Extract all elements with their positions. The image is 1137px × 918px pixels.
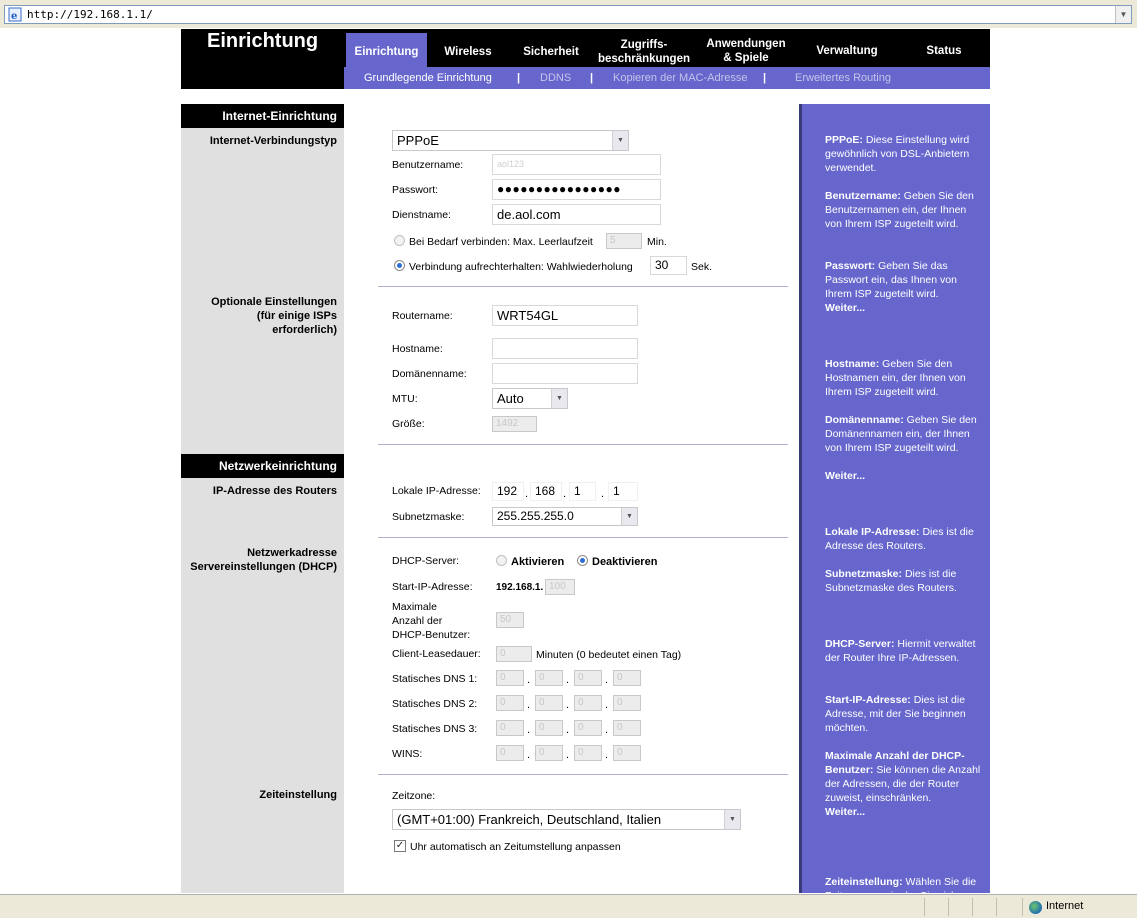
subnet-mask-label: Subnetzmaske: xyxy=(392,511,465,523)
local-ip-label: Lokale IP-Adresse: xyxy=(392,485,481,497)
tab-status[interactable]: Status xyxy=(926,45,962,57)
tab-sicherheit[interactable]: Sicherheit xyxy=(523,46,579,58)
ip-dot: . xyxy=(566,674,570,686)
help-username-text: Geben Sie den Benutzernamen ein, der Ihnen von Ihrem ISP zugeteilt wird. xyxy=(825,190,974,230)
max-dhcp-users-input[interactable]: 50 xyxy=(496,612,524,628)
help-time-text: Wählen Sie die xyxy=(905,876,977,888)
wins-octet[interactable]: 0 xyxy=(496,745,524,761)
divider xyxy=(378,444,788,445)
help-time-title: Zeiteinstellung: xyxy=(825,876,903,888)
url-text: http://192.168.1.1/ xyxy=(27,8,153,21)
password-input[interactable]: ●●●●●●●●●●●●●●●● xyxy=(492,179,661,200)
divider xyxy=(378,537,788,538)
status-divider xyxy=(924,898,925,916)
help-max-users-text: Sie können die Anzahl der Adressen, die der Router zuweist, einschränken. xyxy=(825,764,981,804)
help-dhcp-title: DHCP-Server: xyxy=(825,638,895,650)
dns3-octet[interactable]: 0 xyxy=(574,720,602,736)
ip-dot: . xyxy=(527,749,531,761)
dns1-octet[interactable]: 0 xyxy=(613,670,641,686)
help-more-link[interactable]: Weiter... xyxy=(825,470,866,482)
help-pppoe-title: PPPoE: xyxy=(825,134,863,146)
help-username-title: Benutzername: xyxy=(825,190,901,202)
dns1-octet[interactable]: 0 xyxy=(574,670,602,686)
local-ip-octet-4[interactable]: 1 xyxy=(608,482,638,501)
help-start-ip xyxy=(825,693,985,735)
address-field[interactable] xyxy=(4,5,1132,24)
tab-anwendungen-spiele[interactable]: Anwendungen & Spiele xyxy=(706,38,786,64)
help-start-ip-title: Start-IP-Adresse: xyxy=(825,694,911,706)
radio-keep-alive[interactable] xyxy=(394,260,405,271)
help-local-ip xyxy=(825,525,985,553)
status-divider xyxy=(972,898,973,916)
local-ip-octet-3[interactable]: 1 xyxy=(569,482,596,501)
dhcp-server-label: DHCP-Server: xyxy=(392,555,460,567)
dns3-label: Statisches DNS 3: xyxy=(392,723,478,735)
ip-dot: . xyxy=(566,724,570,736)
dhcp-enable-label: Aktivieren xyxy=(511,556,565,568)
help-max-users-title: Maximale Anzahl der DHCP-Benutzer: xyxy=(825,750,965,776)
ip-dot: . xyxy=(525,488,529,500)
password-label: Passwort: xyxy=(392,184,439,196)
help-hostname-title: Hostname: xyxy=(825,358,880,370)
ip-dot: . xyxy=(527,699,531,711)
chevron-down-icon: ▼ xyxy=(551,389,567,408)
wins-octet[interactable]: 0 xyxy=(535,745,563,761)
ip-dot: . xyxy=(527,674,531,686)
dns3-octet[interactable]: 0 xyxy=(535,720,563,736)
lease-time-unit: Minuten (0 bedeutet einen Tag) xyxy=(536,649,682,661)
subtab-separator: | xyxy=(763,72,767,84)
hostname-label: Hostname: xyxy=(392,343,443,355)
ip-dot: . xyxy=(605,724,609,736)
timezone-label: Zeitzone: xyxy=(392,790,436,802)
ip-dot: . xyxy=(605,699,609,711)
subtab-separator: | xyxy=(590,72,594,84)
page-title: Einrichtung xyxy=(207,30,319,52)
start-ip-label: Start-IP-Adresse: xyxy=(392,581,473,593)
address-bar-area xyxy=(0,0,1137,28)
address-dropdown-icon[interactable]: ▼ xyxy=(1115,6,1131,23)
connection-type-select[interactable] xyxy=(392,130,629,151)
status-divider xyxy=(1022,898,1023,916)
ip-dot: . xyxy=(527,724,531,736)
help-domain-title: Domänenname: xyxy=(825,414,904,426)
status-divider xyxy=(996,898,997,916)
local-ip-octet-1[interactable]: 192 xyxy=(492,482,524,501)
subtab-grundlegende-einrichtung[interactable]: Grundlegende Einrichtung xyxy=(364,72,492,84)
on-demand-label: Bei Bedarf verbinden: Max. Leerlaufzeit xyxy=(409,236,593,248)
keep-alive-label: Verbindung aufrechterhalten: Wahlwiederholung xyxy=(409,261,633,273)
domain-name-label: Domänenname: xyxy=(392,368,467,380)
help-password xyxy=(825,259,985,301)
svg-text:e: e xyxy=(11,11,18,22)
dns3-octet[interactable]: 0 xyxy=(613,720,641,736)
max-dhcp-users-label: Maximale Anzahl der DHCP-Benutzer: xyxy=(392,601,471,641)
timezone-select[interactable] xyxy=(392,809,741,830)
subtab-erweitertes-routing[interactable]: Erweitertes Routing xyxy=(795,72,891,84)
max-idle-input[interactable]: 5 xyxy=(606,233,642,249)
label-zeiteinstellung: Zeiteinstellung xyxy=(259,789,337,801)
local-ip-octet-2[interactable]: 168 xyxy=(530,482,562,501)
dns2-octet[interactable]: 0 xyxy=(535,695,563,711)
ip-dot: . xyxy=(566,749,570,761)
section-internet-einrichtung: Internet-Einrichtung xyxy=(181,104,344,128)
router-name-label: Routername: xyxy=(392,310,453,322)
chevron-down-icon: ▼ xyxy=(612,131,628,150)
redial-period-unit: Sek. xyxy=(691,261,713,273)
help-time xyxy=(825,875,985,893)
router-name-input[interactable]: WRT54GL xyxy=(492,305,638,326)
ip-dot: . xyxy=(566,699,570,711)
help-pppoe-text: Diese Einstellung wird gewöhnlich von DSL-Anbietern verwendet. xyxy=(825,134,970,174)
ip-dot: . xyxy=(605,749,609,761)
help-pppoe xyxy=(825,133,985,175)
help-more-link[interactable]: Weiter... xyxy=(825,806,866,818)
help-domain-text: Geben Sie den Domänennamen ein, der Ihnen von Ihrem ISP zugeteilt wird. xyxy=(825,414,977,454)
status-divider xyxy=(948,898,949,916)
left-label-column xyxy=(181,104,344,893)
mtu-value: Auto xyxy=(497,391,524,406)
dhcp-disable-label: Deaktivieren xyxy=(592,556,658,568)
status-zone: Internet xyxy=(1046,900,1084,912)
service-name-input[interactable]: de.aol.com xyxy=(492,204,661,225)
chevron-down-icon: ▼ xyxy=(621,508,637,525)
wins-label: WINS: xyxy=(392,748,423,760)
mtu-size-input[interactable]: 1492 xyxy=(492,416,537,432)
dns1-octet[interactable]: 0 xyxy=(496,670,524,686)
radio-dhcp-disable[interactable] xyxy=(577,555,588,566)
help-local-ip-title: Lokale IP-Adresse: xyxy=(825,526,920,538)
connection-type-value: PPPoE xyxy=(397,133,439,148)
dns2-octet[interactable]: 0 xyxy=(496,695,524,711)
wins-octet[interactable]: 0 xyxy=(613,745,641,761)
ip-dot: . xyxy=(605,674,609,686)
dns2-label: Statisches DNS 2: xyxy=(392,698,478,710)
help-subnet xyxy=(825,567,985,595)
subtab-ddns[interactable]: DDNS xyxy=(540,72,572,84)
dns1-octet[interactable]: 0 xyxy=(535,670,563,686)
help-hostname xyxy=(825,357,985,399)
label-internet-verbindungstyp: Internet-Verbindungstyp xyxy=(209,135,337,147)
help-password-text: Geben Sie das Passwort ein, das Ihnen von Ihrem ISP zugeteilt wird. xyxy=(825,260,957,300)
ip-dot: . xyxy=(563,488,567,500)
help-password-title: Passwort: xyxy=(825,260,876,272)
redial-period-input[interactable]: 30 xyxy=(650,256,687,275)
dns1-label: Statisches DNS 1: xyxy=(392,673,478,685)
lease-time-input[interactable]: 0 xyxy=(496,646,532,662)
hostname-input[interactable] xyxy=(492,338,638,359)
help-dhcp xyxy=(825,637,985,665)
help-dhcp-text: Hiermit verwaltet der Router Ihre IP-Adressen. xyxy=(825,638,976,664)
username-label: Benutzername: xyxy=(392,159,464,171)
dst-checkbox[interactable]: ✓ xyxy=(395,840,405,851)
radio-on-demand[interactable] xyxy=(394,235,405,246)
tab-verwaltung[interactable]: Verwaltung xyxy=(816,45,878,57)
help-more-link[interactable]: Weiter... xyxy=(825,302,866,314)
tab-zugriffsbeschraenkungen[interactable]: Zugriffs- beschränkungen xyxy=(597,39,691,65)
page-icon xyxy=(8,7,23,22)
size-label: Größe: xyxy=(392,418,425,430)
help-local-ip-text: Dies ist die Adresse des Routers. xyxy=(825,526,974,552)
max-idle-unit: Min. xyxy=(647,236,667,248)
timezone-value: (GMT+01:00) Frankreich, Deutschland, Italien xyxy=(397,812,662,827)
help-hostname-text: Geben Sie den Hostnamen ein, der Ihnen von Ihrem ISP zugeteilt wird. xyxy=(825,358,966,398)
dns2-octet[interactable]: 0 xyxy=(613,695,641,711)
label-optionale-einstellungen: Optionale Einstellungen (für einige ISPs erforderlich) xyxy=(211,296,337,336)
help-start-ip-text: Dies ist die Adresse, mit der Sie beginnen möchten. xyxy=(825,694,966,734)
help-domain xyxy=(825,413,985,455)
label-router-ip: IP-Adresse des Routers xyxy=(212,485,337,497)
radio-dhcp-enable[interactable] xyxy=(496,555,507,566)
username-input[interactable]: aol123 xyxy=(492,154,661,175)
subnet-mask-value: 255.255.255.0 xyxy=(497,509,574,523)
subnet-mask-select[interactable] xyxy=(492,507,638,526)
dst-label: Uhr automatisch an Zeitumstellung anpassen xyxy=(410,841,621,853)
help-subnet-title: Subnetzmaske: xyxy=(825,568,903,580)
label-dhcp: Netzwerkadresse Servereinstellungen (DHCP) xyxy=(190,547,337,573)
globe-icon xyxy=(1029,901,1042,914)
mtu-select[interactable] xyxy=(492,388,568,409)
help-subnet-text: Dies ist die Subnetzmaske des Routers. xyxy=(825,568,957,594)
section-netzwerkeinrichtung: Netzwerkeinrichtung xyxy=(181,454,344,478)
dns2-octet[interactable]: 0 xyxy=(574,695,602,711)
start-ip-input[interactable]: 100 xyxy=(545,579,575,595)
subtab-separator: | xyxy=(517,72,521,84)
tab-wireless[interactable]: Wireless xyxy=(444,46,492,58)
dns3-octet[interactable]: 0 xyxy=(496,720,524,736)
ip-dot: . xyxy=(601,488,605,500)
lease-time-label: Client-Leasedauer: xyxy=(392,648,481,660)
help-username xyxy=(825,189,985,231)
start-ip-prefix: 192.168.1. xyxy=(496,582,544,593)
help-max-users xyxy=(825,749,985,805)
subtab-mac-kopieren[interactable]: Kopieren der MAC-Adresse xyxy=(613,72,748,84)
divider xyxy=(378,286,788,287)
mtu-label: MTU: xyxy=(392,393,418,405)
browser-status-bar xyxy=(0,894,1137,918)
service-name-label: Dienstname: xyxy=(392,209,451,221)
chevron-down-icon: ▼ xyxy=(724,810,740,829)
divider xyxy=(378,774,788,775)
domain-name-input[interactable] xyxy=(492,363,638,384)
tab-einrichtung[interactable]: Einrichtung xyxy=(354,46,419,58)
wins-octet[interactable]: 0 xyxy=(574,745,602,761)
